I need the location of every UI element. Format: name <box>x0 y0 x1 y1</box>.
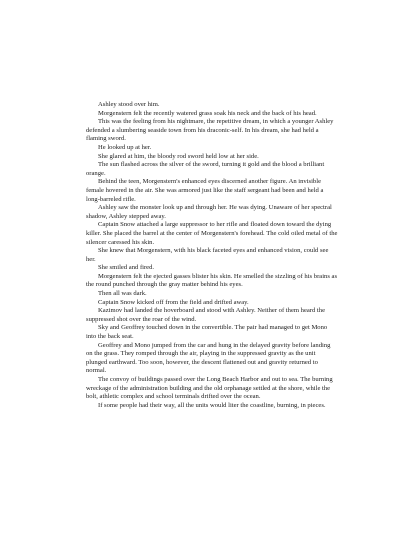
paragraph: Kazimov had landed the hoverboard and stood with Ashley. Neither of them heard the suppressed shot over the roar of the wind. <box>86 307 325 323</box>
paragraph: Morgenstern felt the ejected gasses blister his skin. He smelled the sizzling of his brains as the round punched through the gray matter behind his eyes. <box>86 272 338 289</box>
paragraph: The convoy of buildings passed over the Long Beach Harbor and out to sea. The burning wreckage of the administration building and the old orphanage settled at the shore, while the bolt, athletic complex and school terminals drifted over the ocean. <box>86 376 333 401</box>
paragraph: He looked up at her. <box>98 143 152 151</box>
paragraph: This was the feeling from his nightmare, the repetitive dream, in which a younger Ashley defended a slumbering seaside town from his draconic-self. In his dream, she had held a flaming sword. <box>86 118 334 143</box>
paragraph: Captain Snow attached a large suppressor to her rifle and floated down toward the dying killer. She placed the barrel at the center of Morgenstern's forehead. The cold oiled metal of the silencer caressed his skin. <box>86 221 338 246</box>
paragraph: She glared at him, the bloody rod sword held low at her side. <box>98 152 259 160</box>
body-text <box>86 101 338 410</box>
paragraph: Captain Snow kicked off from the field and drifted away. <box>98 298 249 306</box>
paragraph: Behind the teen, Morgenstern's enhanced eyes discerned another figure. An invisible female hovered in the air. She was armored just like the staff sergeant had been and held a long-barreled rifle. <box>86 178 324 203</box>
paragraph: Then all was dark. <box>98 290 147 298</box>
paragraph: The sun flashed across the silver of the sword, turning it gold and the blood a brilliant orange. <box>86 161 325 177</box>
paragraph: If some people had their way, all the units would liter the coastline, burning, in pieces. <box>98 401 326 409</box>
paragraph: She smiled and fired. <box>98 264 155 272</box>
paragraph: Ashley stood over him. <box>98 101 160 108</box>
paragraph: She knew that Morgenstern, with his black faceted eyes and enhanced vision, could see her. <box>86 247 329 263</box>
paragraph: Ashley saw the monster look up and through her. He was dying. Unaware of her spectral shadow, Ashley stepped away. <box>86 204 332 220</box>
paragraph: Geoffrey and Mono jumped from the car and hung in the delayed gravity before landing on the grass. They romped through the air, playing in the suppressed gravity as the unit plunged earthward. Too soon, however, the descent flattened out and gravity returned to normal. <box>86 341 331 375</box>
paragraph: Sky and Geoffrey touched down in the convertible. The pair had managed to get Mono into the back seat. <box>86 324 328 341</box>
paragraph: Morgenstern felt the recently watered grass soak his neck and the back of his head. <box>98 109 317 117</box>
